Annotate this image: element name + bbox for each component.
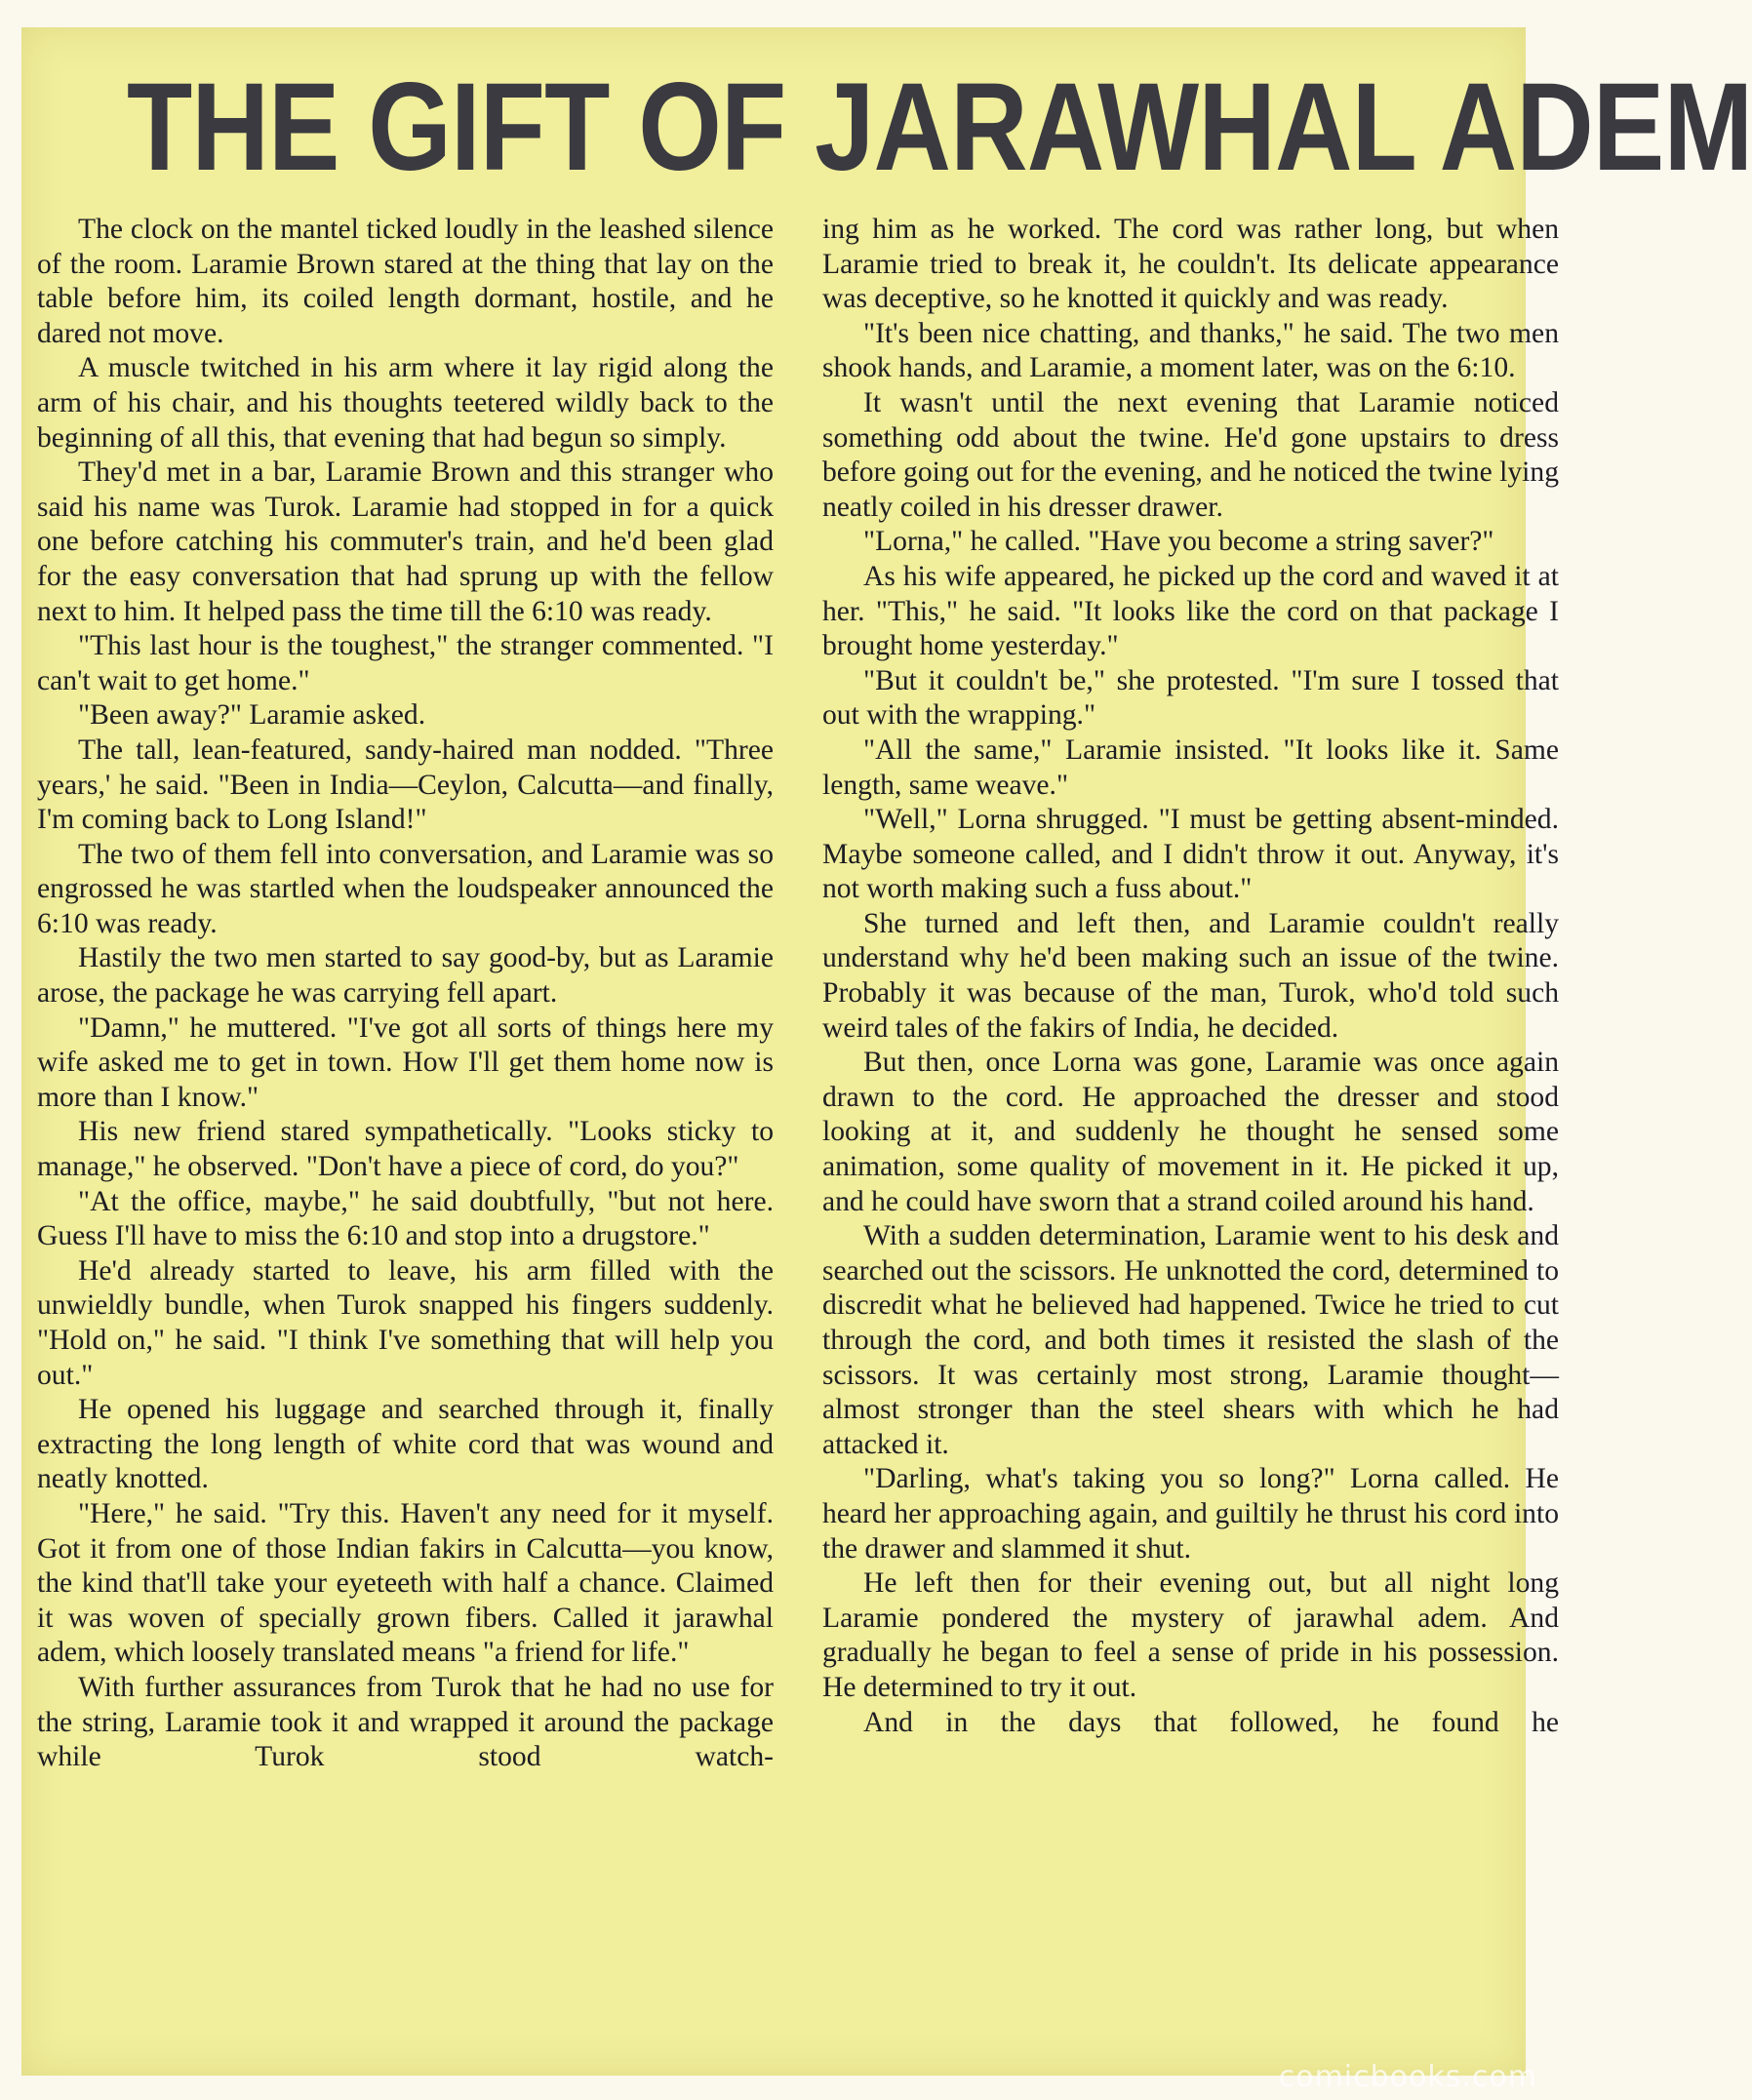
right-column [822, 213, 1559, 2056]
paragraph: The two of them fell into conversation, and Laramie was so engrossed he was startled when the loudspeaker announced the 6:10 was ready. [37, 838, 774, 939]
paragraph: As his wife appeared, he picked up the cord and waved it at her. "This," he said. "It looks like the cord on that package I brought home yesterday." [822, 560, 1559, 662]
paragraph: "Damn," he muttered. "I've got all sorts of things here my wife asked me to get in town. How I'll get them home now is more than I know." [37, 1011, 774, 1113]
paragraph: He'd already started to leave, his arm filled with the unwieldly bundle, when Turok snapped his fingers suddenly. "Hold on," he said. "I think I've something that will help you out." [37, 1254, 774, 1391]
paragraph: She turned and left then, and Laramie couldn't really understand why he'd been making such an issue of the twine. Probably it was because of the man, Turok, who'd told such weird tales of the fakirs of India, he decided. [822, 907, 1559, 1044]
paragraph: But then, once Lorna was gone, Laramie was once again drawn to the cord. He approached the dresser and stood looking at it, and suddenly he thought he sensed some animation, some quality of movement in it. He picked it up, and he could have sworn that a strand coiled around his hand. [822, 1047, 1559, 1217]
paragraph: "But it couldn't be," she protested. "I'm sure I tossed that out with the wrapping." [822, 664, 1559, 732]
paragraph: He opened his luggage and searched through it, finally extracting the long length of white cord that was wound and neatly knotted. [37, 1394, 774, 1495]
paragraph: He left then for their evening out, but all night long Laramie pondered the mystery of jarawhal adem. And gradually he began to feel a sense of pride in his possession. He determined to try it out. [822, 1567, 1559, 1703]
paragraph: With further assurances from Turok that he had no use for the string, Laramie took it and wrapped it around the package while Turok stood watch- [37, 1671, 774, 1773]
text-columns [37, 213, 1559, 2061]
paragraph: With a sudden determination, Laramie went to his desk and searched out the scissors. He unknotted the cord, determined to discredit what he believed had happened. Twice he tried to cut through the cord, and both times it resisted the slash of the scissors. It was certainly most strong, Laramie thought—almost stronger than the steel shears with which he had attacked it. [822, 1220, 1559, 1460]
paragraph: "All the same," Laramie insisted. "It looks like it. Same length, same weave." [822, 733, 1559, 801]
paragraph: "Lorna," he called. "Have you become a string saver?" [863, 526, 1494, 558]
paragraph: "At the office, maybe," he said doubtfully, "but not here. Guess I'll have to miss the 6:10 and stop into a drugstore." [37, 1185, 774, 1252]
paragraph: A muscle twitched in his arm where it lay rigid along the arm of his chair, and his thoughts teetered wildly back to the beginning of all this, that evening that had begun so simply. [37, 352, 774, 454]
story-title: THE GIFT OF JARAWHAL ADEM [126, 58, 1752, 197]
paragraph: They'd met in a bar, Laramie Brown and this stranger who said his name was Turok. Laramie had stopped in for a quick one before catching his commuter's train, and he'd been glad for the easy conversation that had sprung up with the fellow next to him. It helped pass the time till the 6:10 was ready. [37, 456, 774, 627]
paragraph: ing him as he worked. The cord was rather long, but when Laramie tried to break it, he couldn't. Its delicate appearance was deceptive, so he knotted it quickly and was ready. [822, 214, 1559, 315]
paragraph: "Darling, what's taking you so long?" Lorna called. He heard her approaching again, and guiltily he thrust his cord into the drawer and slammed it shut. [822, 1463, 1559, 1565]
paragraph: "It's been nice chatting, and thanks," he said. The two men shook hands, and Laramie, a moment later, was on the 6:10. [822, 317, 1559, 384]
site-watermark: comicbooks.com [1278, 2060, 1537, 2094]
paragraph: "Here," he said. "Try this. Haven't any need for it myself. Got it from one of those Indian fakirs in Calcutta—you know, the kind that'll take your eyeteeth with half a chance. Claimed it was woven of specially grown fibers. Called it jarawhal adem, which loosely translated means "a friend for life." [37, 1497, 774, 1669]
paragraph: And in the days that followed, he found he [863, 1706, 1559, 1738]
paragraph: The tall, lean-featured, sandy-haired man nodded. "Three years,' he said. "Been in India—Ceylon, Calcutta—and finally, I'm coming back to Long Island!" [37, 733, 774, 836]
paragraph: His new friend stared sympathetically. "Looks sticky to manage," he observed. "Don't have a piece of cord, do you?" [37, 1116, 774, 1183]
paragraph: "Been away?" Laramie asked. [78, 699, 426, 732]
paragraph: It wasn't until the next evening that Laramie noticed something odd about the twine. He'd gone upstairs to dress before going out for the evening, and he noticed the twine lying neatly coiled in his dresser drawer. [822, 386, 1559, 523]
left-column [37, 213, 774, 2056]
paragraph: "This last hour is the toughest," the stranger commented. "I can't wait to get home." [37, 630, 774, 696]
paragraph: The clock on the mantel ticked loudly in the leashed silence of the room. Laramie Brown stared at the thing that lay on the table before him, its coiled length dormant, hostile, and he dared not move. [37, 214, 774, 349]
paragraph: Hastily the two men started to say good-by, but as Laramie arose, the package he was carrying fell apart. [37, 942, 774, 1010]
story-page [21, 27, 1752, 2076]
paragraph: "Well," Lorna shrugged. "I must be getting absent-minded. Maybe someone called, and I didn't throw it out. Anyway, it's not worth making such a fuss about." [822, 804, 1559, 905]
